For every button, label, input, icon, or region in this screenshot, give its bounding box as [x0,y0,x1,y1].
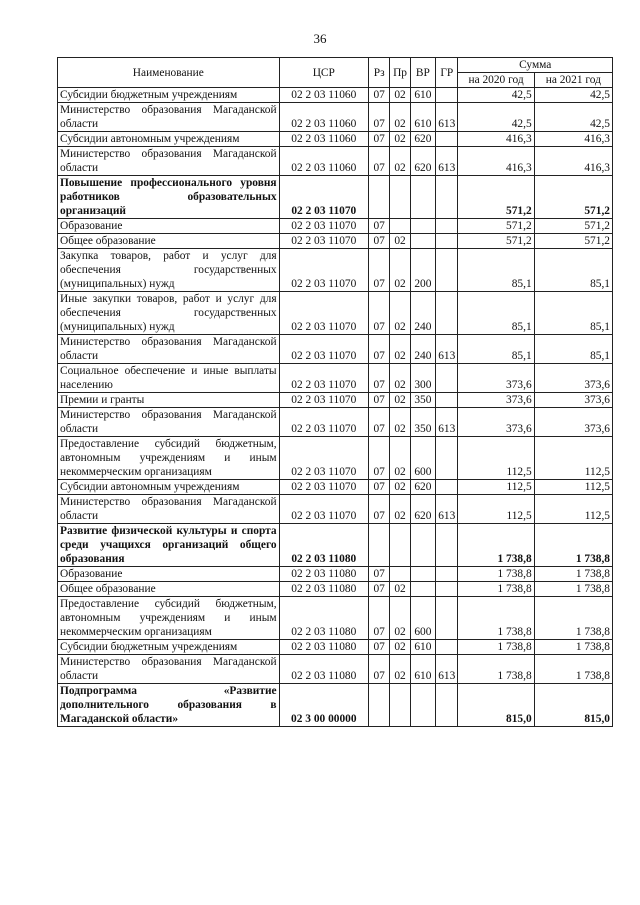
cell-amount-2021: 571,2 [534,234,612,249]
cell-gr [436,524,458,567]
cell-amount-2020: 85,1 [458,249,534,292]
cell-vr: 240 [410,335,435,364]
cell-vr [410,219,435,234]
cell-rz: 07 [369,234,390,249]
cell-name: Министерство образования Магаданской области [58,103,280,132]
cell-amount-2021: 1 738,8 [534,567,612,582]
cell-gr [436,582,458,597]
cell-csr: 02 2 03 11070 [279,292,368,335]
cell-rz: 07 [369,480,390,495]
cell-amount-2020: 373,6 [458,408,534,437]
cell-name: Министерство образования Магаданской области [58,147,280,176]
cell-pr: 02 [390,103,410,132]
cell-gr [436,567,458,582]
cell-amount-2021: 815,0 [534,684,612,727]
cell-csr: 02 2 03 11060 [279,103,368,132]
cell-csr: 02 2 03 11060 [279,132,368,147]
cell-rz [369,524,390,567]
cell-vr [410,176,435,219]
table-row [58,567,613,582]
table-row [58,234,613,249]
cell-amount-2021: 571,2 [534,219,612,234]
cell-gr [436,597,458,640]
cell-pr: 02 [390,147,410,176]
cell-vr: 200 [410,249,435,292]
cell-rz: 07 [369,364,390,393]
cell-pr: 02 [390,88,410,103]
cell-amount-2020: 112,5 [458,437,534,480]
cell-rz [369,684,390,727]
cell-pr: 02 [390,393,410,408]
cell-vr: 610 [410,655,435,684]
cell-gr [436,292,458,335]
cell-pr [390,176,410,219]
cell-pr: 02 [390,640,410,655]
cell-amount-2020: 373,6 [458,393,534,408]
cell-name: Образование [58,219,280,234]
cell-vr: 600 [410,437,435,480]
cell-amount-2021: 85,1 [534,335,612,364]
cell-csr: 02 2 03 11080 [279,524,368,567]
cell-name: Предоставление субсидий бюджетным, автономным учреждениям и иным некоммерческим организациям [58,437,280,480]
cell-amount-2020: 1 738,8 [458,582,534,597]
table-row [58,88,613,103]
header-name: Наименование [58,58,280,88]
cell-csr: 02 2 03 11080 [279,582,368,597]
cell-gr [436,364,458,393]
cell-amount-2021: 416,3 [534,132,612,147]
cell-name: Субсидии бюджетным учреждениям [58,88,280,103]
table-row [58,640,613,655]
cell-csr: 02 2 03 11070 [279,364,368,393]
cell-vr: 350 [410,393,435,408]
cell-rz: 07 [369,437,390,480]
cell-gr [436,640,458,655]
cell-vr: 620 [410,495,435,524]
cell-pr: 02 [390,480,410,495]
cell-amount-2021: 42,5 [534,88,612,103]
cell-name: Социальное обеспечение и иные выплаты населению [58,364,280,393]
cell-amount-2020: 42,5 [458,103,534,132]
cell-rz: 07 [369,655,390,684]
table-row [58,219,613,234]
cell-amount-2020: 571,2 [458,176,534,219]
page-number: 36 [313,31,327,46]
cell-vr [410,582,435,597]
cell-amount-2021: 85,1 [534,292,612,335]
header-sum: Сумма [458,58,613,73]
table-row [58,408,613,437]
cell-rz [369,176,390,219]
cell-gr: 613 [436,495,458,524]
table-row [58,495,613,524]
cell-gr [436,176,458,219]
cell-amount-2021: 85,1 [534,249,612,292]
cell-name: Министерство образования Магаданской области [58,495,280,524]
cell-amount-2021: 112,5 [534,495,612,524]
table-row [58,249,613,292]
cell-rz: 07 [369,219,390,234]
cell-rz: 07 [369,567,390,582]
cell-rz: 07 [369,132,390,147]
cell-vr: 350 [410,408,435,437]
cell-csr: 02 2 03 11070 [279,408,368,437]
header-year-2020: на 2020 год [458,73,534,88]
table-row [58,655,613,684]
cell-csr: 02 2 03 11070 [279,393,368,408]
cell-pr: 02 [390,495,410,524]
cell-csr: 02 2 03 11070 [279,335,368,364]
table-row [58,335,613,364]
cell-rz: 07 [369,249,390,292]
cell-gr: 613 [436,147,458,176]
cell-name: Образование [58,567,280,582]
cell-name: Министерство образования Магаданской области [58,335,280,364]
cell-vr [410,524,435,567]
header-csr: ЦСР [279,58,368,88]
cell-name: Предоставление субсидий бюджетным, автономным учреждениям и иным некоммерческим организациям [58,597,280,640]
budget-table [57,57,613,727]
table-row [58,103,613,132]
cell-name: Субсидии автономным учреждениям [58,132,280,147]
cell-amount-2020: 373,6 [458,364,534,393]
cell-rz: 07 [369,597,390,640]
cell-name: Общее образование [58,582,280,597]
cell-vr: 300 [410,364,435,393]
cell-pr: 02 [390,408,410,437]
cell-amount-2021: 1 738,8 [534,524,612,567]
header-vr: ВР [410,58,435,88]
cell-csr: 02 2 03 11080 [279,597,368,640]
table-row [58,597,613,640]
cell-csr: 02 2 03 11070 [279,495,368,524]
header-rz: Рз [369,58,390,88]
cell-name: Министерство образования Магаданской области [58,655,280,684]
cell-amount-2021: 1 738,8 [534,655,612,684]
cell-amount-2020: 416,3 [458,132,534,147]
cell-amount-2021: 112,5 [534,437,612,480]
cell-gr [436,393,458,408]
cell-rz: 07 [369,88,390,103]
cell-gr [436,219,458,234]
table-row [58,524,613,567]
cell-pr: 02 [390,655,410,684]
table-row [58,480,613,495]
table-row [58,176,613,219]
cell-amount-2021: 373,6 [534,393,612,408]
table-row [58,684,613,727]
cell-vr [410,234,435,249]
cell-amount-2021: 373,6 [534,408,612,437]
cell-name: Повышение профессионального уровня работников образовательных организаций [58,176,280,219]
header-pr: Пр [390,58,410,88]
cell-amount-2020: 571,2 [458,234,534,249]
cell-csr: 02 2 03 11060 [279,147,368,176]
cell-name: Премии и гранты [58,393,280,408]
cell-gr [436,480,458,495]
cell-amount-2020: 1 738,8 [458,640,534,655]
cell-pr: 02 [390,364,410,393]
cell-amount-2020: 1 738,8 [458,597,534,640]
cell-amount-2021: 1 738,8 [534,640,612,655]
table-row [58,437,613,480]
cell-vr: 600 [410,597,435,640]
cell-gr [436,88,458,103]
cell-rz: 07 [369,103,390,132]
cell-amount-2020: 112,5 [458,495,534,524]
cell-csr: 02 2 03 11080 [279,640,368,655]
cell-name: Закупка товаров, работ и услуг для обеспечения государственных (муниципальных) нужд [58,249,280,292]
cell-rz: 07 [369,408,390,437]
cell-gr: 613 [436,408,458,437]
cell-csr: 02 2 03 11080 [279,655,368,684]
table-row [58,393,613,408]
cell-vr [410,684,435,727]
cell-name: Иные закупки товаров, работ и услуг для обеспечения государственных (муниципальных) нужд [58,292,280,335]
cell-vr: 610 [410,103,435,132]
cell-csr: 02 2 03 11070 [279,480,368,495]
cell-pr [390,219,410,234]
cell-rz: 07 [369,582,390,597]
cell-csr: 02 2 03 11060 [279,88,368,103]
cell-name: Общее образование [58,234,280,249]
cell-gr [436,684,458,727]
cell-amount-2020: 85,1 [458,292,534,335]
cell-amount-2021: 1 738,8 [534,597,612,640]
cell-rz: 07 [369,393,390,408]
cell-amount-2021: 416,3 [534,147,612,176]
cell-amount-2020: 42,5 [458,88,534,103]
cell-gr: 613 [436,335,458,364]
cell-csr: 02 2 03 11070 [279,234,368,249]
cell-amount-2020: 416,3 [458,147,534,176]
cell-amount-2020: 1 738,8 [458,567,534,582]
cell-name: Министерство образования Магаданской области [58,408,280,437]
cell-vr [410,567,435,582]
table-row [58,147,613,176]
cell-pr: 02 [390,249,410,292]
table-row [58,364,613,393]
cell-pr [390,524,410,567]
cell-pr [390,684,410,727]
cell-rz: 07 [369,335,390,364]
header-gr: ГР [436,58,458,88]
cell-amount-2020: 1 738,8 [458,524,534,567]
cell-amount-2020: 112,5 [458,480,534,495]
cell-rz: 07 [369,147,390,176]
cell-amount-2020: 1 738,8 [458,655,534,684]
cell-csr: 02 2 03 11070 [279,437,368,480]
cell-gr: 613 [436,103,458,132]
cell-amount-2021: 571,2 [534,176,612,219]
cell-vr: 610 [410,88,435,103]
table-row [58,582,613,597]
cell-amount-2021: 1 738,8 [534,582,612,597]
cell-name: Подпрограмма «Развитие дополнительного образования в Магаданской области» [58,684,280,727]
cell-csr: 02 2 03 11070 [279,249,368,292]
cell-gr [436,234,458,249]
table-row [58,292,613,335]
cell-amount-2020: 571,2 [458,219,534,234]
cell-csr: 02 2 03 11080 [279,567,368,582]
cell-rz: 07 [369,640,390,655]
cell-pr: 02 [390,335,410,364]
cell-amount-2021: 373,6 [534,364,612,393]
cell-pr: 02 [390,292,410,335]
cell-amount-2021: 42,5 [534,103,612,132]
cell-vr: 620 [410,132,435,147]
cell-rz: 07 [369,292,390,335]
cell-pr: 02 [390,437,410,480]
cell-amount-2021: 112,5 [534,480,612,495]
cell-pr: 02 [390,597,410,640]
cell-vr: 240 [410,292,435,335]
cell-vr: 620 [410,480,435,495]
cell-vr: 610 [410,640,435,655]
cell-gr [436,249,458,292]
cell-name: Субсидии бюджетным учреждениям [58,640,280,655]
cell-csr: 02 3 00 00000 [279,684,368,727]
cell-pr: 02 [390,132,410,147]
cell-vr: 620 [410,147,435,176]
table-body [58,88,613,727]
cell-pr: 02 [390,582,410,597]
cell-amount-2020: 85,1 [458,335,534,364]
cell-amount-2020: 815,0 [458,684,534,727]
cell-gr [436,437,458,480]
table-row [58,132,613,147]
cell-rz: 07 [369,495,390,524]
cell-name: Развитие физической культуры и спорта среди учащихся организаций общего образования [58,524,280,567]
cell-pr: 02 [390,234,410,249]
cell-name: Субсидии автономным учреждениям [58,480,280,495]
cell-pr [390,567,410,582]
cell-csr: 02 2 03 11070 [279,176,368,219]
cell-gr [436,132,458,147]
cell-gr: 613 [436,655,458,684]
header-year-2021: на 2021 год [534,73,612,88]
cell-csr: 02 2 03 11070 [279,219,368,234]
